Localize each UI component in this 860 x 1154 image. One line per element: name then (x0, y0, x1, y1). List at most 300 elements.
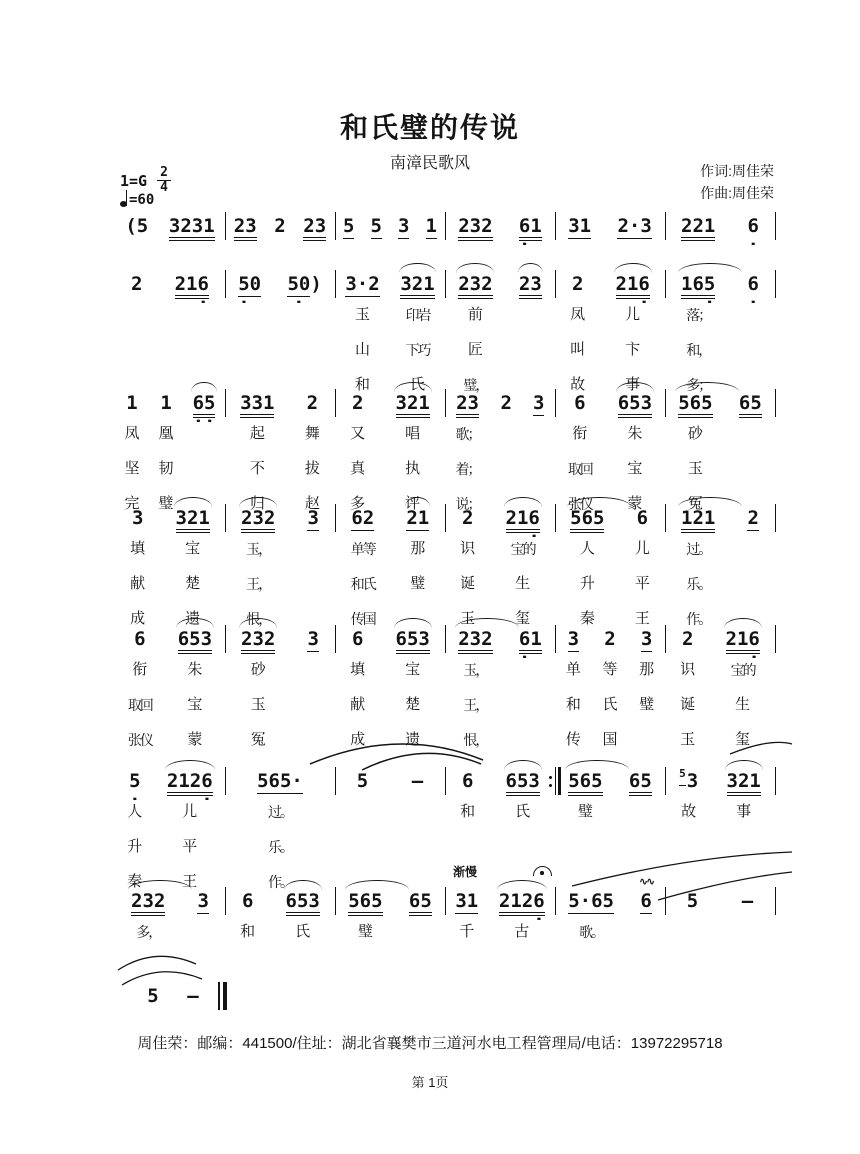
lyric-syllable: 氏 (409, 376, 425, 393)
note-digits: 3·2 (345, 273, 380, 295)
lyric-syllable: 璧 (410, 575, 426, 592)
lyric-syllable: 玺 (515, 610, 531, 627)
lyricist-credit: 作词:周佳荣 (700, 163, 774, 179)
note-digits: 65 (629, 770, 652, 796)
octave-dots (240, 236, 251, 245)
lyric-syllable: 取回 (567, 461, 592, 477)
lyric-syllable: 人 (127, 803, 143, 820)
lyric-syllable: 璧 (639, 696, 655, 713)
note-digits: 62 (351, 507, 375, 529)
note-digits: 232 (458, 273, 492, 299)
lyric-syllable: 千 (459, 923, 475, 940)
slur-space (167, 758, 213, 770)
lyric-syllable: 宝的 (730, 662, 755, 678)
note-digits: 232 (458, 628, 492, 654)
slur-space (286, 878, 320, 890)
slur-space (176, 495, 210, 507)
lyric-syllable: 玉 (687, 460, 703, 477)
note-digits: 61 (519, 628, 542, 654)
slur-space (568, 380, 592, 392)
octave-dots (360, 911, 371, 920)
note-digits: 23 (519, 273, 542, 299)
slur-space (747, 203, 758, 215)
lyric-syllable: 宝 (627, 460, 643, 477)
octave-dots (242, 911, 253, 920)
measure (115, 616, 225, 763)
slur-space (350, 380, 365, 392)
slur-arc (176, 618, 214, 628)
slur-arc (504, 760, 542, 770)
note-digits: 2 (461, 507, 474, 529)
slur-arc (165, 760, 215, 770)
slur-space (568, 758, 602, 770)
page-title: 和氏璧的传说 (339, 112, 520, 143)
note-digits: 5 (356, 770, 369, 792)
measure (445, 878, 555, 955)
octave-dots (747, 294, 758, 303)
octave-dots (189, 649, 200, 658)
slur-space (739, 380, 762, 392)
barline (335, 212, 336, 240)
measure (133, 973, 213, 1015)
note-digits: 321 (176, 507, 210, 533)
octave-dots (407, 649, 418, 658)
lyric-syllable: 献 (350, 696, 366, 713)
lyric-syllable: 印岩 (405, 307, 430, 323)
slur-space (357, 758, 368, 770)
octave-dots (252, 528, 263, 537)
note-digits: 6 (574, 392, 586, 414)
measure (555, 875, 665, 955)
slur-space (287, 261, 321, 273)
note-group (240, 878, 255, 955)
note-digits: 2 (274, 215, 286, 237)
octave-dots (160, 413, 171, 422)
lyric-syllable: 楚 (405, 696, 421, 713)
note-digits: 653 (506, 770, 540, 796)
barline (775, 212, 776, 240)
note-digits: 331 (240, 392, 274, 418)
slur-space (742, 878, 753, 890)
lyric-syllable: 起 (249, 425, 265, 442)
measure (225, 878, 335, 955)
note-group (187, 973, 198, 1015)
octave-dots (307, 528, 318, 537)
note-group (241, 616, 275, 763)
lyric-syllable: 和 (240, 923, 256, 940)
note-digits: 6 (351, 628, 364, 650)
barline (665, 887, 666, 915)
note-digits: 65 (409, 890, 432, 916)
lyric-syllable: 氏 (295, 923, 311, 940)
lyric-syllable: 冤 (250, 731, 266, 748)
octave-dots (506, 528, 540, 537)
lyric-syllable: 氏 (602, 696, 618, 713)
lyric-syllable: 璧 (577, 803, 593, 820)
note-group (455, 878, 478, 955)
lyric-syllable: 张仪 (567, 496, 592, 512)
slur-arc (518, 263, 543, 273)
slur-arc (456, 263, 494, 273)
slur-space (519, 261, 542, 273)
lyric-syllable: 玉 (680, 731, 696, 748)
lyric-syllable: 识 (680, 661, 696, 678)
octave-dots (142, 911, 153, 920)
barline (225, 767, 226, 795)
lyric-syllable: 和， (686, 342, 711, 358)
lyric-syllable: 献 (130, 575, 146, 592)
note-digits: 6 (640, 890, 652, 912)
octave-dots (687, 911, 698, 920)
lyric-syllable: 事 (625, 376, 641, 393)
slur-space (566, 616, 581, 628)
note-digits: 232 (241, 628, 275, 654)
slur-space (533, 380, 544, 392)
lyric-syllable: 成 (350, 731, 366, 748)
lyric-syllable: 故 (570, 376, 586, 393)
lyric-syllable: 匠 (467, 341, 483, 358)
lyric-syllable: 事 (736, 803, 752, 820)
octave-dots (274, 791, 285, 800)
close-paren: ) (310, 273, 322, 295)
octave-dots (352, 413, 363, 422)
slur-arc (504, 497, 542, 507)
note-group (742, 878, 753, 955)
octave-dots (690, 413, 701, 422)
slur-space (412, 758, 423, 770)
note-group (639, 616, 654, 763)
measure (115, 203, 225, 245)
note-group (234, 203, 257, 245)
barline (445, 270, 446, 298)
slur-space (125, 203, 148, 215)
slur-arc (345, 880, 409, 890)
note-digits: 565 (568, 770, 602, 796)
octave-dots (297, 911, 308, 920)
lyric-syllable: 执 (405, 460, 421, 477)
note-digits: 121 (681, 507, 715, 533)
octave-dots (616, 294, 650, 303)
final-barline (218, 982, 227, 1010)
note-digits: 6 (747, 215, 759, 237)
octave-dots (407, 413, 418, 422)
slur-space (396, 616, 430, 628)
lyric-syllable: 歌。 (579, 924, 604, 940)
slur-space (147, 973, 158, 985)
note-group (169, 203, 215, 245)
slur-space (274, 203, 285, 215)
barline (335, 767, 336, 795)
lyric-syllable: 作。 (267, 874, 292, 890)
slur-arc (394, 382, 432, 392)
slur-arc (497, 880, 547, 890)
slur-space (727, 758, 761, 770)
slur-space (193, 380, 216, 392)
octave-dots (738, 791, 749, 800)
octave-dots (681, 294, 715, 303)
slur-arc (678, 263, 742, 273)
slur-space (241, 495, 275, 507)
lyric-syllable: 故 (681, 803, 697, 820)
slur-space (125, 380, 140, 392)
grace-note: 5 (679, 763, 686, 786)
slur-space (130, 495, 145, 507)
lyric-syllable: 舞 (304, 425, 320, 442)
barline (335, 625, 336, 653)
lyric-syllable: 和 (565, 696, 581, 713)
barline (445, 887, 446, 915)
lyric-syllable: 秦 (127, 873, 143, 890)
slur-space (460, 758, 475, 770)
octave-dots (398, 236, 409, 245)
slur-space (618, 380, 652, 392)
note-digits: 2 (306, 392, 319, 414)
note-group (274, 203, 285, 245)
barline (225, 504, 226, 532)
lyric-syllable: 衔 (572, 425, 588, 442)
octave-dots (470, 649, 481, 658)
lyric-syllable: 氏 (515, 803, 531, 820)
lyric-syllable: 完 (124, 495, 140, 512)
note-group (409, 878, 432, 955)
note-digits: 3 (640, 628, 653, 650)
slur-arc (678, 497, 742, 507)
lyric-syllable: 宝 (187, 696, 203, 713)
slur-space (307, 495, 318, 507)
note-digits: 2·3 (617, 215, 652, 237)
note-digits: 61 (519, 215, 542, 241)
lyric-syllable: 多， (136, 924, 161, 940)
barline (225, 389, 226, 417)
measure (555, 203, 665, 245)
note-digits: 2 (131, 273, 143, 295)
lyric-syllable: 遗 (185, 610, 201, 627)
lyric-syllable: 玉 (250, 696, 266, 713)
key-label: 1=G (120, 171, 148, 190)
slur-arc (567, 497, 631, 507)
note-digits: 321 (400, 273, 434, 299)
note-digits: 6 (241, 890, 254, 912)
barline (225, 270, 226, 298)
lyric-syllable: 升 (127, 838, 143, 855)
lyric-syllable: 张仪 (127, 732, 152, 748)
lyric-syllable: 凰 (158, 425, 174, 442)
octave-dots (193, 413, 216, 422)
slur-space (406, 495, 429, 507)
octave-dots (238, 294, 261, 303)
octave-dots (682, 649, 693, 658)
note-digits: 2126 (499, 890, 545, 916)
note-digits: 1 (425, 215, 437, 237)
lyric-syllable: 诞 (680, 696, 696, 713)
note-digits: 221 (681, 215, 715, 241)
slur-space (602, 616, 617, 628)
lyric-syllable: 玉 (460, 610, 476, 627)
lyric-syllable: 取回 (127, 697, 152, 713)
note-group (499, 878, 545, 955)
lyric-syllable: 前 (467, 306, 483, 323)
note-digits: 5 (129, 770, 141, 792)
lyric-syllable: 山 (354, 341, 370, 358)
octave-dots (167, 791, 213, 800)
note-digits: 2 (747, 507, 759, 529)
composer-credit: 作曲:周佳荣 (700, 185, 774, 201)
lyric-syllable: 单 (565, 661, 581, 678)
note-digits: 2 (681, 628, 694, 650)
octave-dots (525, 294, 536, 303)
octave-dots (462, 791, 473, 800)
lyric-syllable: 卞 (625, 341, 641, 358)
lyric-syllable: 评 (405, 495, 421, 512)
note-digits: 565 (348, 890, 382, 916)
lyric-syllable: 下巧 (405, 342, 430, 358)
note-digits: 2126 (167, 770, 213, 796)
slur-space (687, 878, 698, 890)
note-digits: – (187, 985, 199, 1007)
barline (335, 270, 336, 298)
slur-space (638, 875, 654, 890)
slur-space (241, 616, 275, 628)
octave-dots (742, 911, 753, 920)
octave-dots (132, 528, 143, 537)
open-paren: ( (125, 215, 137, 237)
slur-arc (455, 618, 519, 628)
note-digits: 6 (747, 273, 759, 295)
note-digits: 23 (456, 392, 479, 418)
note-group (519, 203, 542, 245)
barline (335, 389, 336, 417)
note-group (638, 875, 654, 955)
slur-space (680, 616, 695, 628)
barline (775, 504, 776, 532)
note-group (350, 616, 365, 763)
octave-dots (519, 236, 542, 245)
note-digits: 23 (303, 215, 326, 241)
note-digits: 232 (241, 507, 275, 533)
lyric-syllable: 朱 (187, 661, 203, 678)
slur-space (131, 261, 142, 273)
note-group (519, 616, 542, 763)
lyric-syllable: 璧， (463, 377, 488, 393)
barline (555, 504, 556, 532)
slur-space (348, 878, 382, 890)
lyric-syllable: 生 (515, 575, 531, 592)
lyric-syllable: 衔 (132, 661, 148, 678)
lyric-syllable: 叫 (570, 341, 586, 358)
slur-space (187, 973, 198, 985)
lyric-syllable: 乐。 (686, 576, 711, 592)
octave-dots (274, 236, 285, 245)
lyric-syllable: 璧 (357, 923, 373, 940)
note-group (568, 203, 591, 245)
note-digits: 6 (134, 628, 146, 650)
lyric-syllable: 和 (460, 803, 476, 820)
note-group (680, 616, 695, 763)
note-group (128, 616, 152, 763)
slur-space (458, 261, 492, 273)
note-digits: 50 (238, 273, 262, 295)
note-digits: 3 (307, 507, 319, 529)
lyric-syllable: 又 (350, 425, 366, 442)
note-digits: 321 (727, 770, 761, 796)
note-digits: – (741, 890, 754, 912)
final-thick-line (223, 982, 227, 1010)
octave-dots (293, 294, 316, 303)
barline (555, 212, 556, 240)
lyric-syllable: 那 (410, 540, 426, 557)
octave-dots (637, 528, 648, 537)
note-digits: 3 (398, 215, 410, 237)
lyric-syllable: 儿 (182, 803, 198, 820)
octave-dots (640, 911, 651, 920)
slur-space (506, 758, 540, 770)
time-signature-upper: 2 (157, 166, 171, 181)
octave-dots (147, 1006, 158, 1015)
slur-space (570, 495, 604, 507)
slur-space (343, 203, 354, 215)
repeat-thin-line (555, 767, 556, 795)
note-group (131, 878, 165, 955)
slur-space (519, 616, 542, 628)
note-digits: 3 (686, 770, 699, 792)
barline (445, 212, 446, 240)
note-digits: 653 (396, 628, 430, 654)
slur-space (678, 380, 712, 392)
barline (225, 887, 226, 915)
octave-dots (692, 528, 703, 537)
octave-dots (604, 649, 615, 658)
slur-space (747, 261, 758, 273)
slur-space (197, 878, 208, 890)
note-digits: 31 (455, 890, 479, 912)
octave-dots (343, 236, 354, 245)
lyric-syllable: 平 (182, 838, 198, 855)
lyric-syllable: 真 (350, 460, 366, 477)
slur-arc (405, 497, 430, 507)
slur-arc (399, 263, 437, 273)
note-digits: 5 (370, 215, 382, 237)
slur-space (409, 878, 432, 890)
note-group (687, 878, 698, 955)
slur-space (128, 616, 152, 628)
lyric-syllable: 砂 (250, 661, 266, 678)
lyric-syllable: 唱 (405, 425, 421, 442)
lyric-syllable: 填 (350, 661, 366, 678)
octave-dots (131, 236, 142, 245)
barline (555, 887, 556, 915)
barline (665, 389, 666, 417)
note-group (371, 203, 382, 245)
slur-space (303, 203, 326, 215)
measure (335, 203, 445, 245)
slur-space (240, 878, 255, 890)
lyric-syllable: 和 (354, 376, 370, 393)
note-digits: 21 (406, 507, 430, 529)
slur-space (499, 878, 545, 890)
lyric-syllable: 多； (686, 377, 711, 393)
slur-space (175, 261, 209, 273)
note-digits: 5 (343, 215, 355, 237)
barline (555, 389, 556, 417)
note-digits: 2 (604, 628, 616, 650)
lyric-syllable: 等 (602, 661, 618, 678)
octave-dots (747, 528, 758, 537)
slur-space (681, 261, 715, 273)
octave-dots (580, 791, 591, 800)
note-group (617, 203, 651, 245)
page-number: 第 1页 (411, 1075, 449, 1090)
tempo-change-label: 渐慢 (453, 865, 478, 879)
